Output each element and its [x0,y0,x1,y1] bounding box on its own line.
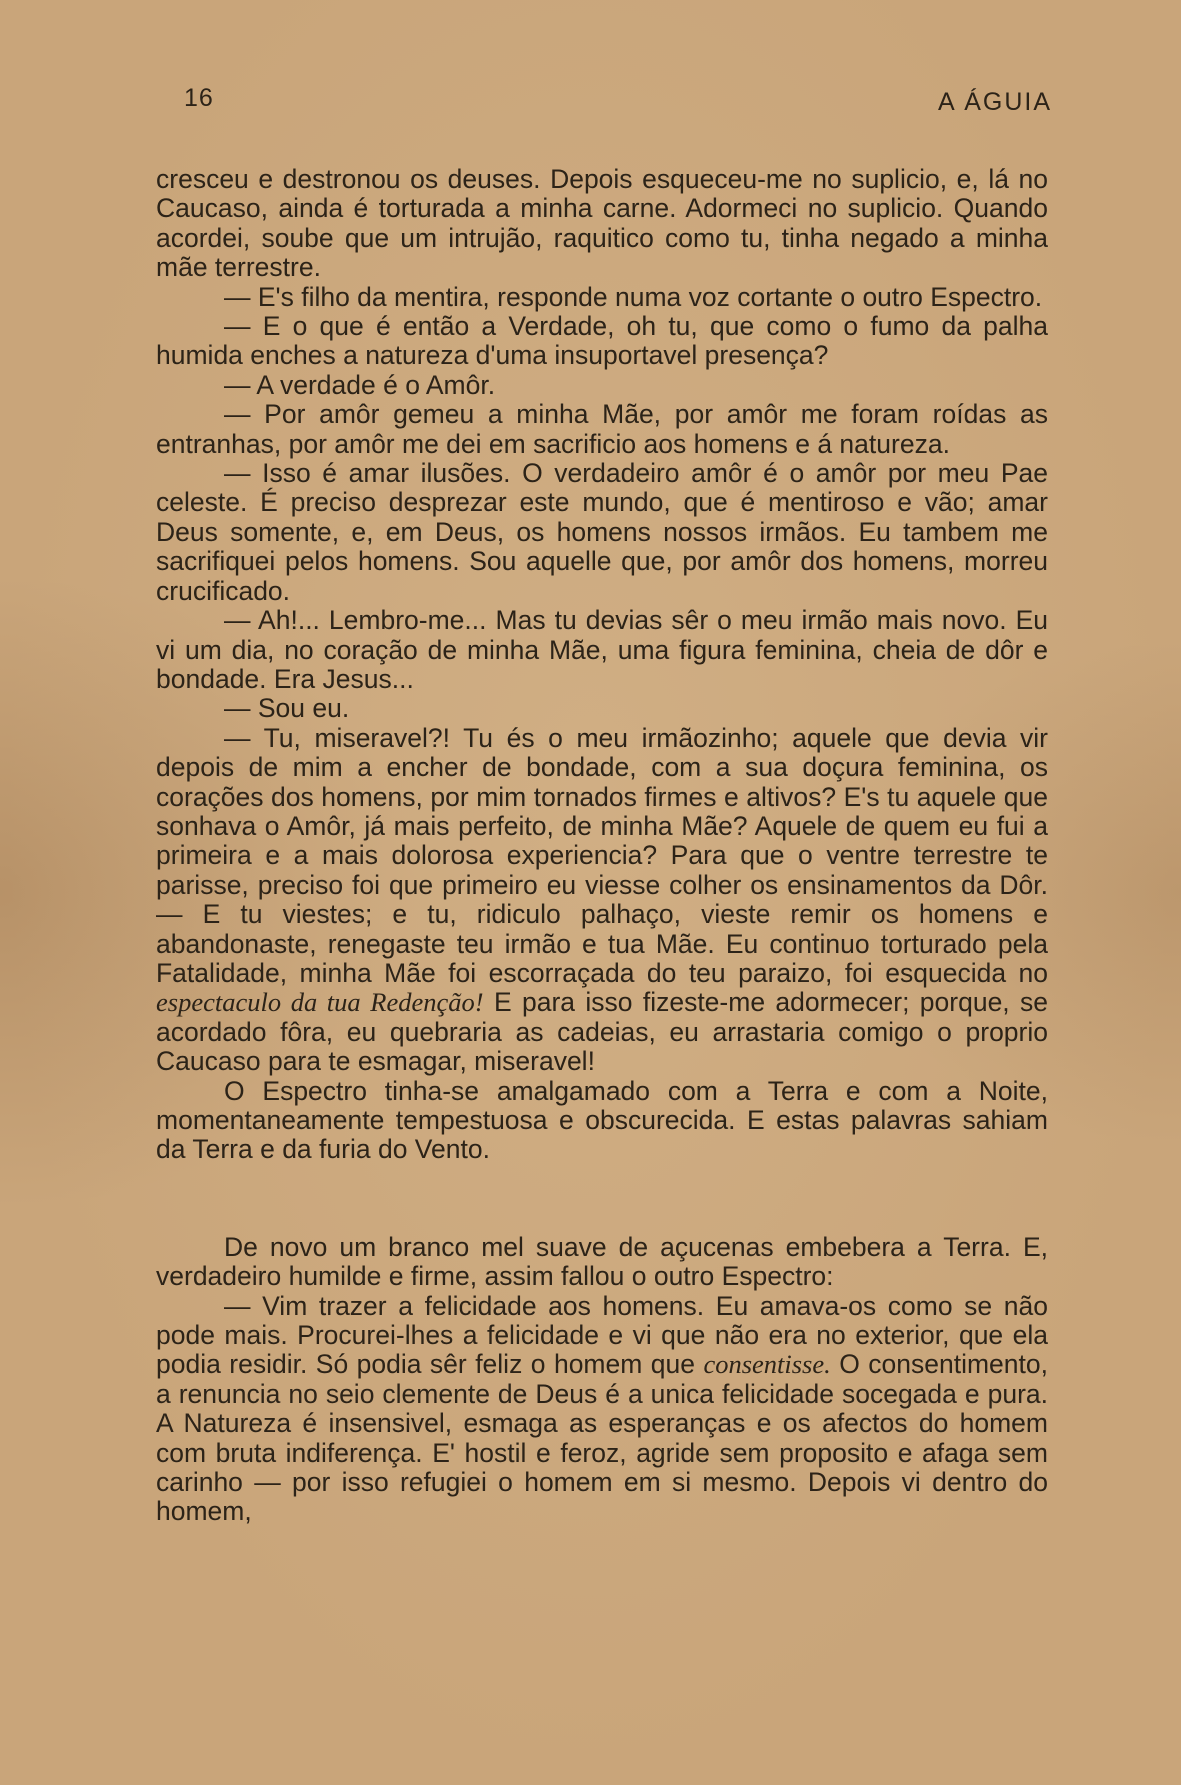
paragraph: — A verdade é o Amôr. [224,369,496,400]
paragraph-text: — Vim trazer a felicidade aos homens. Eu amava-os como se não pode mais. Procurei-lhes a felicidade e vi que não era no exterior, que ela podia residir. Só podia sêr feliz o homem que [156,1290,1048,1380]
page-header [184,84,1052,120]
italic-phrase: consentisse. [703,1349,831,1380]
paragraph [156,724,1048,1077]
paragraph: — Sou eu. [224,693,350,724]
italic-phrase: espectaculo da tua Redenção! [156,987,484,1018]
running-head: A ÁGUIA [937,88,1052,116]
paragraph-text: O consentimento, a renuncia no seio clemente de Deus é a unica felicidade socegada e pura. A Natureza é insensivel, esmaga as esperanças e os afectos do homem com bruta indiferença. E' hostil e feroz, agride sem proposito e afaga sem carinho — por isso refugiei o homem em si mesmo. Depois vi dentro do homem, [156,1349,1048,1527]
paragraph-text: — Tu, miseravel?! Tu és o meu irmãozinho; aquele que devia vir depois de mim a encher de bondade, com a sua doçura feminina, os corações dos homens, por mim tornados firmes e altivos? E's tu aquele que sonhava o Amôr, já mais perfeito, de minha Mãe? Aquele de quem eu fui a primeira e a mais dolorosa experiencia? Para que o ventre terrestre te parisse, preciso foi que primeiro eu viesse colher os ensinamentos da Dôr. — E tu viestes; e tu, ridiculo palhaço, vieste remir os homens e abandonaste, renegaste teu irmão e tua Mãe. Eu continuo torturado pela Fatalidade, minha Mãe foi escorraçada do teu paraizo, foi esquecida no [156,722,1048,988]
paragraph: — Por amôr gemeu a minha Mãe, por amôr me foram roídas as entranhas, por amôr me dei em sacrificio aos homens e á natureza. [156,399,1048,459]
paragraph: O Espectro tinha-se amalgamado com a Terra e com a Noite, momentaneamente tempestuosa e obscurecida. E estas palavras sahiam da Terra e da furia do Vento. [156,1075,1048,1165]
paragraph: cresceu e destronou os deuses. Depois esqueceu-me no suplicio, e, lá no Caucaso, ainda é torturada a minha carne. Adormeci no suplicio. Quando acordei, soube que um intrujão, raquitico como tu, tinha negado a minha mãe terrestre. [156,164,1048,283]
paragraph: De novo um branco mel suave de açucenas embebera a Terra. E, verdadeiro humilde e firme, assim fallou o outro Espectro: [156,1231,1048,1292]
paragraph: — Ah!... Lembro-me... Mas tu devias sêr o meu irmão mais novo. Eu vi um dia, no coração de minha Mãe, uma figura feminina, cheia de dôr e bondade. Era Jesus... [156,605,1048,694]
paragraph [156,1292,1048,1527]
section-break [156,1165,1048,1233]
paragraph: — Isso é amar ilusões. O verdadeiro amôr é o amôr por meu Pae celeste. É preciso desprezar este mundo, que é mentiroso e vão; amar Deus somente, e, em Deus, os homens nossos irmãos. Eu tambem me sacrifiquei pelos homens. Sou aquelle que, por amôr dos homens, morreu crucificado. [156,458,1048,606]
body-text [156,165,1048,1527]
page-number: 16 [184,84,214,112]
paragraph: — E's filho da mentira, responde numa voz cortante o outro Espectro. [224,281,1043,312]
paragraph: — E o que é então a Verdade, oh tu, que como o fumo da palha humida enches a natureza d'uma insuportavel presença? [156,311,1048,371]
paragraph-text: E para isso fizeste-me adormecer; porque, se acordado fôra, eu quebraria as cadeias, eu arrastaria comigo o proprio Caucaso para te esmagar, miseravel! [156,987,1049,1077]
